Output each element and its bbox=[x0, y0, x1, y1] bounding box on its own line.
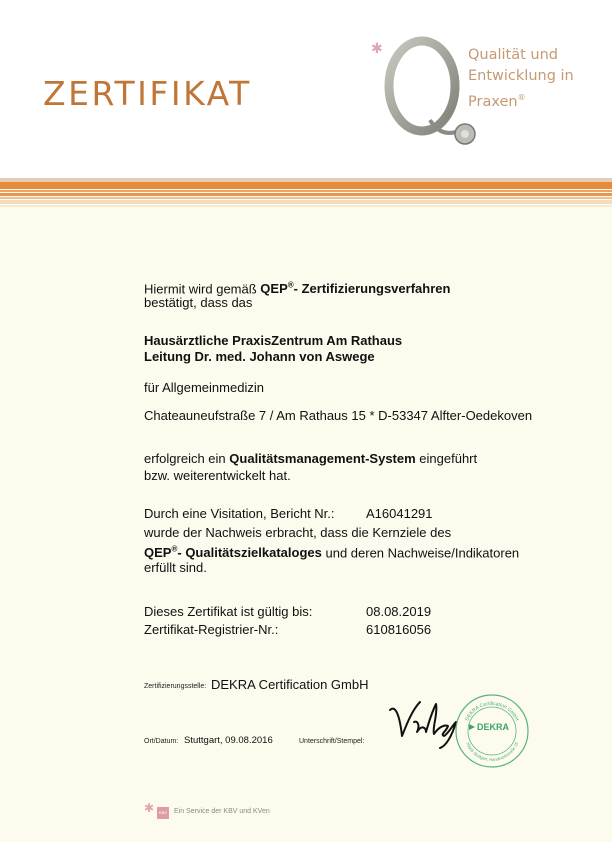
intro-line-1: Hiermit wird gemäß QEP®- Zertifizierungsverfahren bbox=[144, 281, 451, 297]
logo-text bbox=[468, 45, 574, 113]
svg-text:DEKRA Certification GmbH bbox=[464, 701, 519, 722]
register-label: Zertifikat-Registrier-Nr.: bbox=[144, 622, 279, 637]
kbv-badge: KBV bbox=[157, 807, 169, 819]
certificate-title: ZERTIFIKAT bbox=[43, 74, 252, 113]
signature-label: Unterschrift/Stempel: bbox=[299, 738, 365, 745]
stamp-top-text: DEKRA Certification GmbH bbox=[464, 700, 520, 722]
logo-line: Praxen® bbox=[468, 93, 526, 110]
address: Chateauneufstraße 7 / Am Rathaus 15 * D-53347 Alfter-Oedekoven bbox=[144, 408, 533, 423]
catalog-line: QEP®- Qualitätszielkataloges und deren Nachweise/Indikatoren bbox=[144, 545, 520, 561]
logo-star-icon: ✱ bbox=[371, 40, 383, 56]
place-date-value: Stuttgart, 09.08.2016 bbox=[184, 735, 273, 746]
practice-name: Hausärztliche PraxisZentrum Am Rathaus bbox=[144, 333, 403, 348]
logo-line: Qualität und bbox=[468, 47, 558, 63]
valid-label: Dieses Zertifikat ist gültig bis: bbox=[144, 604, 313, 619]
intro-line-2: bestätigt, dass das bbox=[144, 295, 253, 310]
svg-text:70565 Stuttgart, Handwerkstraß bbox=[465, 741, 520, 762]
logo-line: Entwicklung in bbox=[468, 68, 574, 84]
proof-line-1: wurde der Nachweis erbracht, dass die Kernziele des bbox=[144, 525, 452, 540]
success-line-1: erfolgreich ein Qualitätsmanagement-System eingeführt bbox=[144, 451, 478, 466]
dekra-stamp-icon bbox=[454, 693, 530, 769]
stamp-bottom-text: 70565 Stuttgart, Handwerkstraße 15 bbox=[464, 741, 520, 763]
valid-value: 08.08.2019 bbox=[366, 604, 432, 619]
certification-body-label: Zertifizierungsstelle: bbox=[144, 683, 207, 690]
register-value: 610816056 bbox=[366, 622, 432, 637]
certificate-header bbox=[0, 0, 612, 178]
place-date-label: Ort/Datum: bbox=[144, 738, 179, 745]
fulfilled-line: erfüllt sind. bbox=[144, 560, 207, 575]
footer-star-icon: ✱ bbox=[144, 801, 155, 815]
practice-lead: Leitung Dr. med. Johann von Aswege bbox=[144, 349, 375, 364]
specialty: für Allgemeinmedizin bbox=[144, 380, 264, 395]
footer-text: Ein Service der KBV und KVen bbox=[174, 808, 270, 815]
success-line-2: bzw. weiterentwickelt hat. bbox=[144, 468, 291, 483]
decorative-stripes bbox=[0, 178, 612, 210]
report-number: A16041291 bbox=[366, 506, 433, 521]
stamp-brand: DEKRA bbox=[477, 722, 510, 732]
certification-body-value: DEKRA Certification GmbH bbox=[211, 677, 369, 692]
visit-label: Durch eine Visitation, Bericht Nr.: bbox=[144, 506, 335, 521]
